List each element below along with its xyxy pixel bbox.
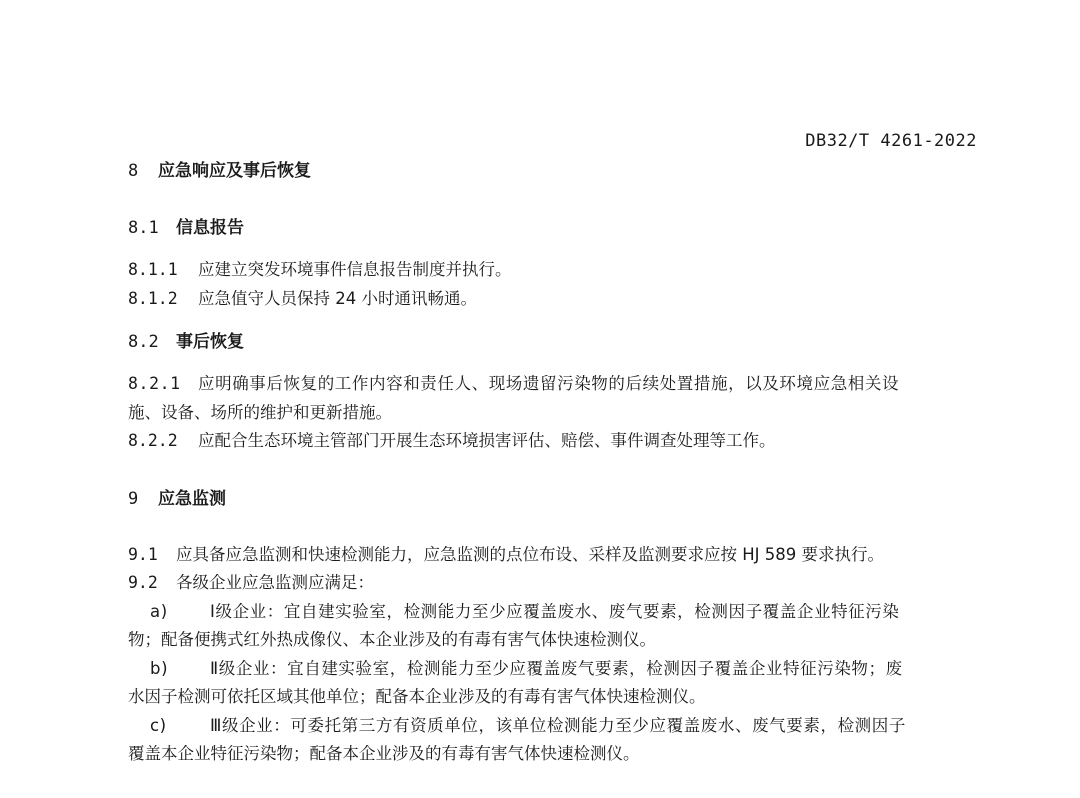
clause-text: 应配合生态环境主管部门开展生态环境损害评估、赔偿、事件调查处理等工作。 [198,431,776,450]
section-heading-8-2 [128,331,244,353]
list-marker: b) [150,659,169,678]
list-item-text: 物；配备便携式红外热成像仪、本企业涉及的有毒有害气体快速检测仪。 [128,630,656,649]
list-item-text: Ⅰ级企业：宜自建实验室，检测能力至少应覆盖废水、废气要素，检测因子覆盖企业特征污染 [210,602,900,621]
section-number: 9 [128,489,139,509]
section-heading-8 [128,160,311,182]
section-title: 信息报告 [176,218,244,238]
list-item-text: 水因子检测可依托区域其他单位；配备本企业涉及的有毒有害气体快速检测仪。 [128,687,706,706]
document-code: DB32/T 4261-2022 [805,131,977,151]
section-number: 8.1 [128,218,159,238]
clause-9-1 [128,544,884,566]
section-number: 8 [128,161,139,181]
clause-number: 9.2 [128,573,158,592]
clause-8-1-2 [128,288,477,310]
clause-8-2-1-line-2 [128,402,392,424]
list-item-b-line-1 [150,658,903,680]
list-item-text: 覆盖本企业特征污染物；配备本企业涉及的有毒有害气体快速检测仪。 [128,744,640,763]
list-item-text: Ⅲ级企业：可委托第三方有资质单位，该单位检测能力至少应覆盖废水、废气要素，检测因子 [210,716,906,735]
list-marker: c) [150,716,167,735]
clause-text: 施、设备、场所的维护和更新措施。 [128,403,392,422]
clause-text: 应具备应急监测和快速检测能力，应急监测的点位布设、采样及监测要求应按 HJ 589 要求执行。 [176,545,885,564]
clause-8-2-1-line-1 [128,373,899,395]
clause-8-2-2 [128,430,776,452]
list-item-c-line-2 [128,743,640,765]
section-title: 应急监测 [158,489,226,509]
section-number: 8.2 [128,332,159,352]
clause-number: 8.1.2 [128,289,178,308]
clause-text: 应建立突发环境事件信息报告制度并执行。 [198,260,512,279]
clause-text: 应急值守人员保持 24 小时通讯畅通。 [198,289,477,308]
section-title: 应急响应及事后恢复 [158,161,311,181]
clause-number: 8.2.2 [128,431,178,450]
list-marker: a) [150,602,168,621]
clause-text: 应明确事后恢复的工作内容和责任人、现场遗留污染物的后续处置措施，以及环境应急相关设 [198,374,900,393]
section-title: 事后恢复 [176,332,244,352]
list-item-a-line-2 [128,629,656,651]
clause-number: 8.2.1 [128,374,181,393]
section-heading-9 [128,488,226,510]
clause-8-1-1 [128,259,512,281]
list-item-b-line-2 [128,686,706,708]
clause-number: 8.1.1 [128,260,178,279]
list-item-text: Ⅱ级企业：宜自建实验室，检测能力至少应覆盖废气要素，检测因子覆盖企业特征污染物；废 [210,659,903,678]
list-item-a-line-1 [150,601,899,623]
list-item-c-line-1 [150,715,906,737]
section-heading-8-1 [128,217,244,239]
clause-9-2 [128,572,374,594]
clause-text: 各级企业应急监测应满足： [176,573,374,592]
clause-number: 9.1 [128,545,158,564]
